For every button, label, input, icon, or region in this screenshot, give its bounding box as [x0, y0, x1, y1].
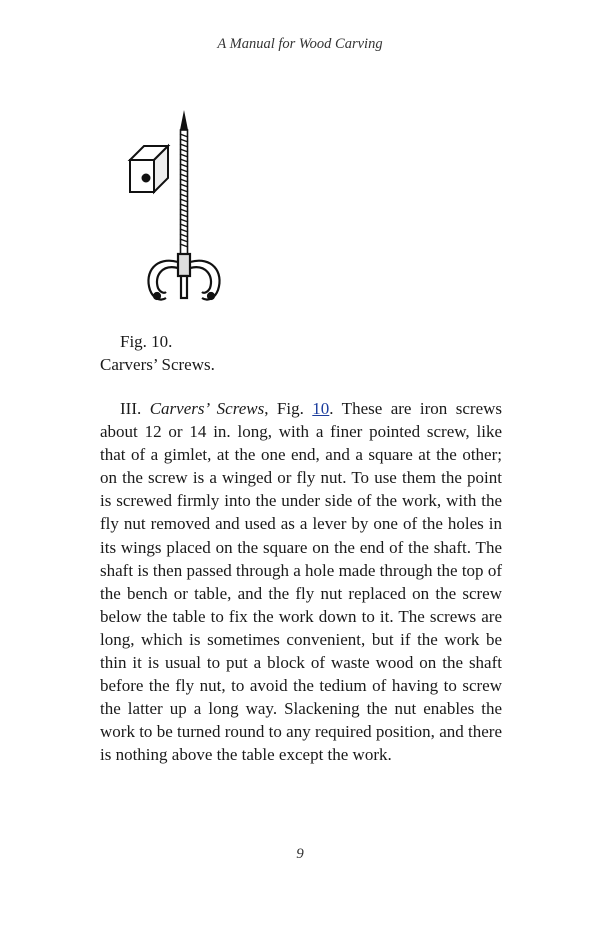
figure-title: Carvers’ Screws.: [100, 355, 215, 374]
square-nut-icon: [130, 146, 168, 192]
section-term: Carvers’ Screws: [149, 399, 265, 418]
paragraph-text: . These are iron screws about 12 or 14 in. long, with a finer pointed screw, like that of a gimlet, at the one end, and a square at the other; on the screw is a winged or fly nut. To use them the point is screwed firmly into the under side of the work, with the fly nut removed and used as a lever by one of the holes in its wings placed on the square on the end of the shaft. The shaft is then passed through a hole made through the top of the bench or table, and the fly nut replaced on the screw below the table to fix the work down to it. The screws are long, which is sometimes convenient, but if the work be thin it is usual to put a block of waste wood on the shaft before the fly nut, to avoid the tedium of having to screw the latter up a long way. Slackening the nut enables the work to be turned round to any required position, and there is nothing above the table except the work.: [100, 399, 503, 765]
figure-link[interactable]: 10: [312, 399, 330, 418]
fig-reference-prefix: , Fig.: [264, 399, 313, 418]
carvers-screw-illustration: [126, 106, 236, 311]
page-number: 9: [296, 846, 304, 862]
section-number: III.: [120, 399, 150, 418]
figure-caption: [100, 330, 215, 376]
running-head: A Manual for Wood Carving: [217, 36, 383, 52]
body-paragraph: [100, 397, 502, 767]
figure-number: Fig. 10.: [120, 332, 173, 351]
fly-nut-icon: [148, 254, 219, 300]
screw-shaft-icon: [180, 110, 188, 258]
